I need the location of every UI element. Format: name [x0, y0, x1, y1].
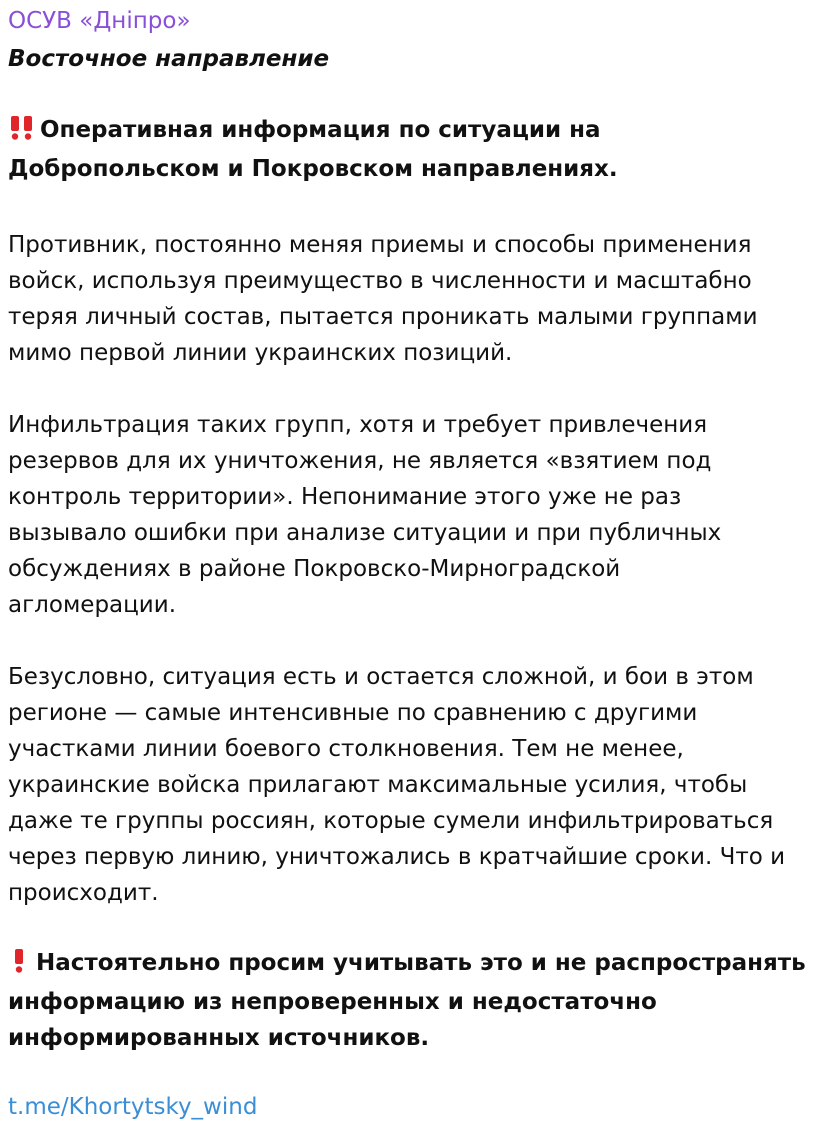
paragraph-line: мимо первой линии украинских позиций.: [8, 340, 513, 366]
paragraph-line: обсуждениях в районе Покровско-Мирноградской: [8, 556, 621, 582]
paragraph-line: украинские войска прилагают максимальные усилия, чтобы: [8, 772, 748, 798]
warning-line: информацию из непроверенных и недостаточно: [8, 989, 657, 1015]
paragraph-line: Инфильтрация таких групп, хотя и требует привлечения: [8, 412, 708, 438]
paragraph-3: [8, 659, 826, 911]
post-subtitle: Восточное направление: [8, 46, 330, 72]
double-exclamation-icon: [8, 115, 36, 151]
headline-line: [8, 112, 826, 151]
warning-line: [8, 945, 826, 984]
channel-link[interactable]: t.me/Khortytsky_wind: [8, 1094, 258, 1120]
channel-name-link[interactable]: ОСУВ «Дніпро»: [8, 8, 191, 34]
paragraph-line: теряя личный состав, пытается проникать малыми группами: [8, 304, 758, 330]
paragraph-line: войск, используя преимущество в численности и масштабно: [8, 268, 752, 294]
headline-text: Оперативная информация по ситуации на: [40, 117, 601, 143]
paragraph-line: происходит.: [8, 880, 159, 906]
post-warning: [8, 945, 826, 1056]
paragraph-line: даже те группы россиян, которые сумели инфильтрироваться: [8, 808, 774, 834]
warning-line: информированных источников.: [8, 1025, 430, 1051]
paragraph-2: [8, 407, 826, 623]
warning-text: Настоятельно просим учитывать это и не распространять: [36, 950, 806, 976]
exclamation-icon: [12, 948, 26, 984]
paragraph-line: Безусловно, ситуация есть и остается сложной, и бои в этом: [8, 664, 754, 690]
paragraph-line: регионе — самые интенсивные по сравнению с другими: [8, 700, 698, 726]
paragraph-line: Противник, постоянно меняя приемы и способы применения: [8, 232, 752, 258]
headline-line: Добропольском и Покровском направлениях.: [8, 156, 618, 182]
paragraph-line: через первую линию, уничтожались в кратчайшие сроки. Что и: [8, 844, 786, 870]
paragraph-line: резервов для их уничтожения, не является «взятием под: [8, 448, 712, 474]
paragraph-line: контроль территории». Непонимание этого уже не раз: [8, 484, 682, 510]
paragraph-line: участками линии боевого столкновения. Тем не менее,: [8, 736, 684, 762]
paragraph-line: вызывало ошибки при анализе ситуации и при публичных: [8, 520, 722, 546]
paragraph-1: [8, 227, 826, 371]
post-headline: [8, 112, 826, 187]
paragraph-line: агломерации.: [8, 592, 177, 618]
